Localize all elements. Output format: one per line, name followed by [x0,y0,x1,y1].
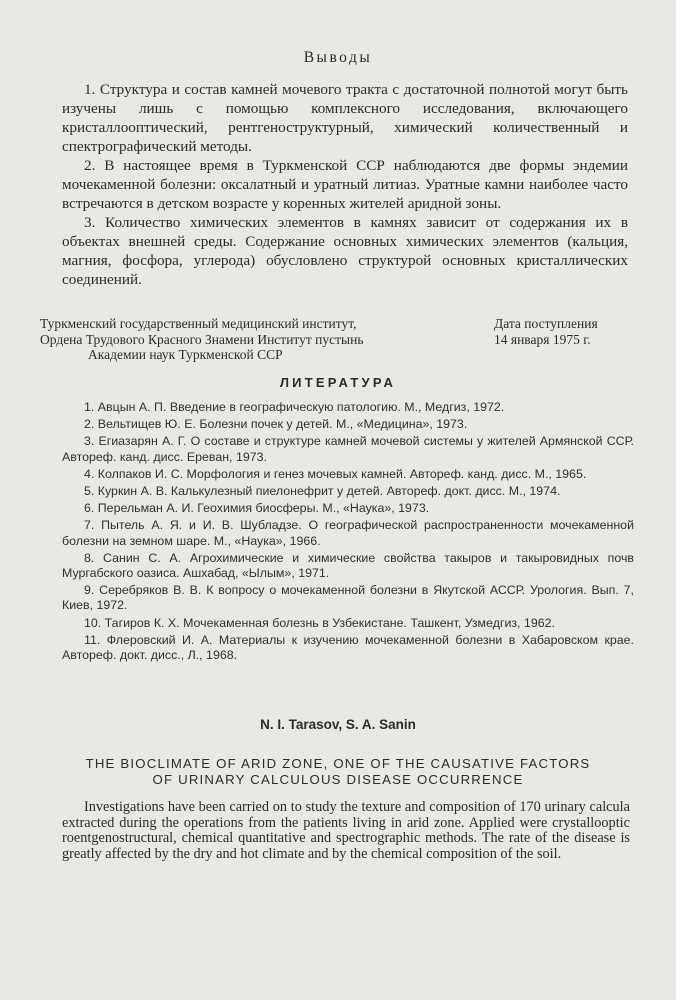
received-label: Дата поступления [494,316,598,331]
english-title [40,756,636,787]
reference-list [62,400,634,665]
reference-item: 4. Колпаков И. С. Морфология и генез мочевых камней. Автореф. канд. дисс. М., 1965. [84,466,587,481]
english-authors: N. I. Tarasov, S. A. Sanin [260,717,416,732]
reference-item: 5. Куркин А. В. Калькулезный пиелонефрит у детей. Автореф. докт. дисс. М., 1974. [84,484,561,499]
reference-item: 11. Флеровский И. А. Материалы к изучению мочекаменной болезни в Хабаровском крае. Автореф. докт. дисс., Л., 1968. [62,632,634,663]
conclusions-section [62,80,628,289]
english-title-line-1: THE BIOCLIMATE OF ARID ZONE, ONE OF THE CAUSATIVE FACTORS [85,756,591,771]
english-abstract: Investigations have been carried on to study the texture and composition of 170 urinary calcula extracted during the operations from the patients living in arid zone. Applied were crystallooptic roentgenostructural, chemical quantitative and spectrographic methods. The rate of the disease is greatly affected by the dry and hot climate and by the chemical composition of the soil. [62,799,630,862]
affiliation-block [40,316,440,363]
received-date-block [494,316,644,347]
reference-item: 1. Авцын А. П. Введение в географическую патологию. М., Медгиз, 1972. [84,400,505,414]
conclusions-heading: Выводы [303,49,373,66]
affiliation-line-2: Ордена Трудового Красного Знамени Институт пустынь [40,331,364,347]
reference-item: 7. Пытель А. Я. и И. В. Шубладзе. О географической распространенности мочекаменной болезни на земном шаре. М., «Наука», 1966. [62,518,634,548]
reference-item: 3. Егиазарян А. Г. О составе и структуре камней мочевой системы у жителей Армянской ССР. Автореф. канд. дисс. Ереван, 1973. [62,434,634,464]
reference-item: 6. Перельман А. И. Геохимия биосферы. М., «Наука», 1973. [84,501,430,516]
affiliation-line-3: Академии наук Туркменской ССР [88,347,283,362]
conclusion-item-2: 2. В настоящее время в Туркменской ССР наблюдаются две формы эндемии мочекаменной болезни: оксалатный и уратный литиаз. Уратные камни наиболее часто встречаются в детском возрасте у коренных жителей аридной зоны. [62,157,628,212]
conclusion-item-1: 1. Структура и состав камней мочевого тракта с достаточной полнотой могут быть изучены лишь с помощью комплексного исследования, включающего кристаллооптический, рентгеноструктурный, химический количественный и спектрографический методы. [62,81,628,155]
reference-item: 10. Тагиров К. Х. Мочекаменная болезнь в Узбекистане. Ташкент, Узмедгиз, 1962. [84,615,555,630]
reference-item: 9. Серебряков В. В. К вопросу о мочекаменной болезни в Якутской АССР. Урология. Вып. 7, Киев, 1972. [62,583,634,613]
affiliation-line-1: Туркменский государственный медицинский институт, [40,316,357,331]
reference-item: 8. Санин С. А. Агрохимические и химические свойства такыров и такыровидных почв Мургабского оазиса. Ашхабад, «Ылым», 1971. [62,550,634,581]
reference-item: 2. Вельтищев Ю. Е. Болезни почек у детей. М., «Медицина», 1973. [84,417,468,432]
english-title-line-2: OF URINARY CALCULOUS DISEASE OCCURRENCE [152,771,524,787]
literature-heading: ЛИТЕРАТУРА [279,375,397,390]
received-date: 14 января 1975 г. [494,331,591,347]
conclusion-item-3: 3. Количество химических элементов в камнях зависит от содержания их в объектах внешней среды. Содержание основных химических элементов (кальция, магния, фосфора, углерода) обусловлено структурой основных кристаллических соединений. [62,214,628,288]
